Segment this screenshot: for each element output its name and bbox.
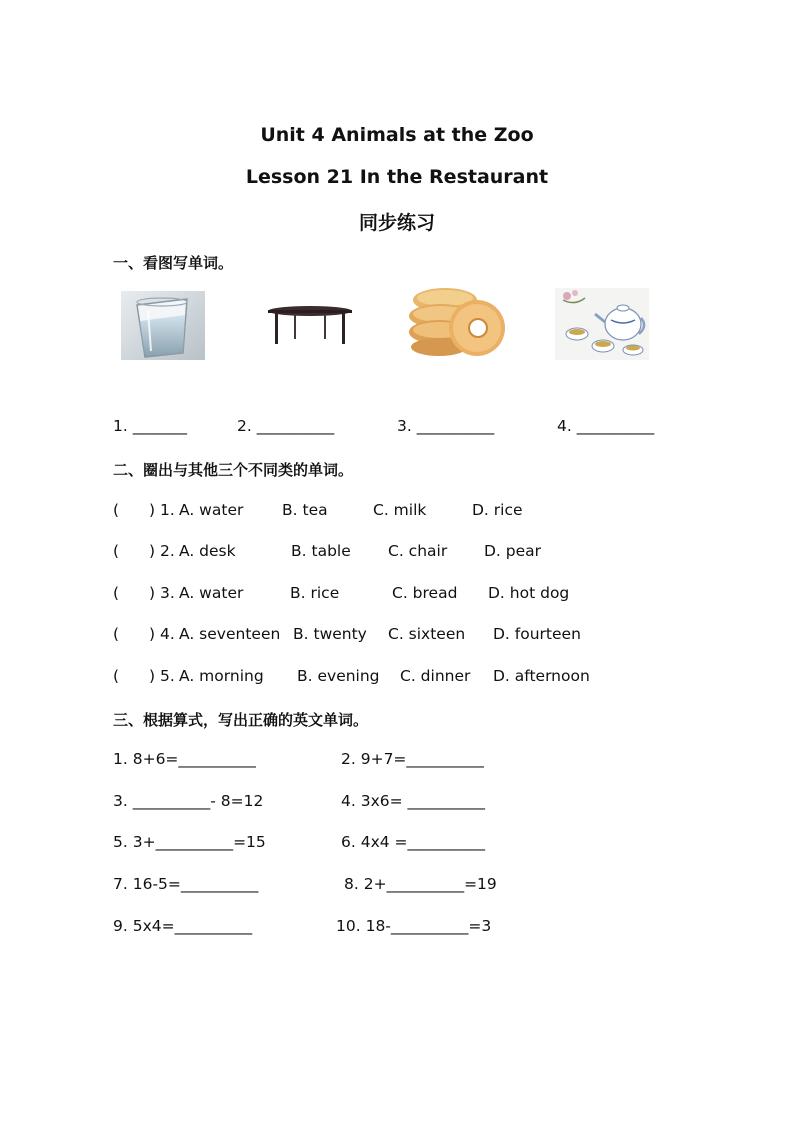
donuts-image xyxy=(407,286,507,358)
practice-title: 同步练习 xyxy=(358,212,435,234)
picture-blank-2[interactable]: 2. __________ xyxy=(237,417,335,435)
option-d: D. rice xyxy=(472,501,523,519)
option-a: A. water xyxy=(179,501,244,519)
option-c: C. dinner xyxy=(400,667,471,685)
section2-heading: 二、圈出与其他三个不同类的单词。 xyxy=(113,461,354,479)
lesson-title: Lesson 21 In the Restaurant xyxy=(245,166,549,188)
option-b: B. twenty xyxy=(293,625,367,643)
option-d: D. pear xyxy=(484,542,542,560)
math-item-5[interactable]: 5. 3+__________=15 xyxy=(113,833,266,851)
option-b: B. rice xyxy=(290,584,340,602)
picture-blank-3[interactable]: 3. __________ xyxy=(397,417,495,435)
option-d: D. afternoon xyxy=(493,667,590,685)
question-number: ) 4. xyxy=(149,625,175,643)
question-number: ) 3. xyxy=(149,584,175,602)
math-item-6[interactable]: 6. 4x4 =__________ xyxy=(341,833,486,851)
question-number: ) 1. xyxy=(149,501,175,519)
question-number: ) 2. xyxy=(149,542,175,560)
answer-paren-open[interactable]: ( xyxy=(113,667,120,685)
option-b: B. table xyxy=(291,542,351,560)
answer-paren-open[interactable]: ( xyxy=(113,501,120,519)
math-item-9[interactable]: 9. 5x4=__________ xyxy=(113,917,253,935)
option-d: D. fourteen xyxy=(493,625,581,643)
option-d: D. hot dog xyxy=(488,584,570,602)
unit-title: Unit 4 Animals at the Zoo xyxy=(260,124,534,146)
option-c: C. sixteen xyxy=(388,625,466,643)
option-b: B. tea xyxy=(282,501,328,519)
answer-paren-open[interactable]: ( xyxy=(113,625,120,643)
tea-set-image xyxy=(555,288,649,360)
option-c: C. bread xyxy=(392,584,458,602)
glass-of-water-image xyxy=(121,291,205,360)
math-item-8[interactable]: 8. 2+__________=19 xyxy=(344,875,497,893)
option-a: A. water xyxy=(179,584,244,602)
question-number: ) 5. xyxy=(149,667,175,685)
picture-blank-1[interactable]: 1. _______ xyxy=(113,417,187,435)
math-item-10[interactable]: 10. 18-__________=3 xyxy=(336,917,492,935)
answer-paren-open[interactable]: ( xyxy=(113,542,120,560)
option-c: C. milk xyxy=(373,501,427,519)
option-b: B. evening xyxy=(297,667,380,685)
section1-heading: 一、看图写单词。 xyxy=(113,254,234,272)
answer-paren-open[interactable]: ( xyxy=(113,584,120,602)
math-item-1[interactable]: 1. 8+6=__________ xyxy=(113,750,256,768)
math-item-2[interactable]: 2. 9+7=__________ xyxy=(341,750,484,768)
table-image xyxy=(266,300,354,346)
option-a: A. desk xyxy=(179,542,236,560)
option-c: C. chair xyxy=(388,542,448,560)
math-item-3[interactable]: 3. __________- 8=12 xyxy=(113,792,264,810)
option-a: A. seventeen xyxy=(179,625,281,643)
option-a: A. morning xyxy=(179,667,264,685)
math-item-7[interactable]: 7. 16-5=__________ xyxy=(113,875,259,893)
math-item-4[interactable]: 4. 3x6= __________ xyxy=(341,792,486,810)
section3-heading: 三、根据算式，写出正确的英文单词。 xyxy=(113,711,369,729)
picture-blank-4[interactable]: 4. __________ xyxy=(557,417,655,435)
